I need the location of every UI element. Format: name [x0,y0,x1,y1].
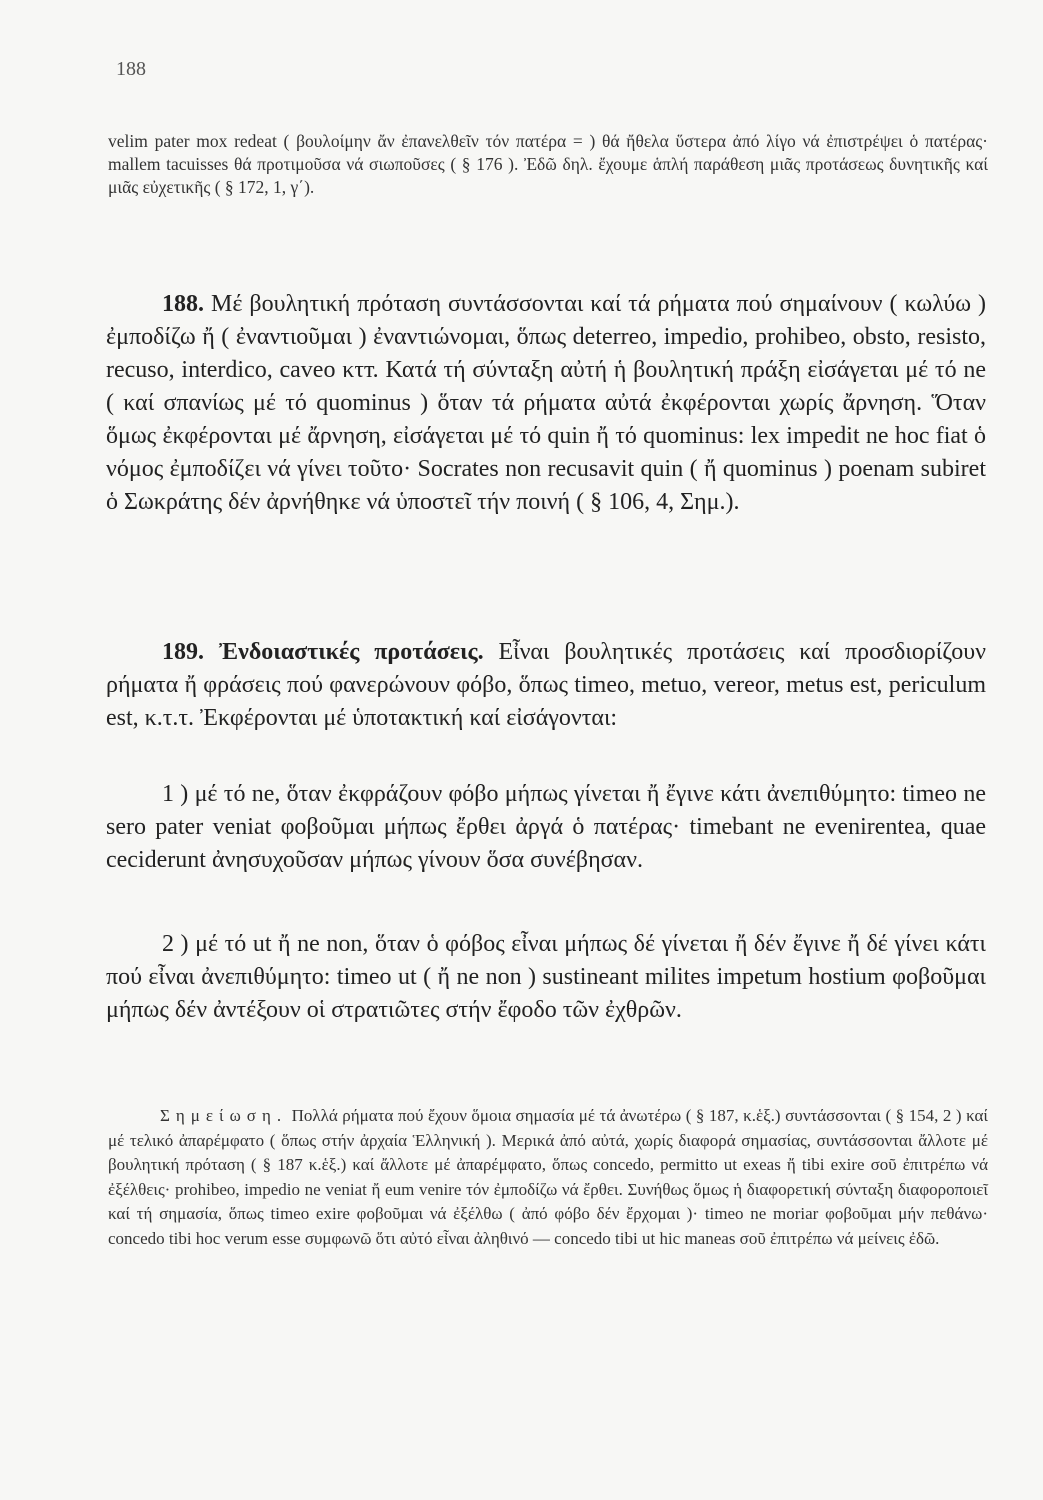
section-text: Μέ βουλητική πρόταση συντάσσονται καί τά ρήματα πού σημαίνουν ( κωλύω ) ἐμποδίζω ἤ ( ἐναντιοῦμαι ) ἐναντιώνομαι, ὅπως deterreo, impedio, prohibeo, obsto, resisto, recuso, interdico, caveo κτт. Κατά τή σύνταξη αὐτή ἡ βουλητική πράξη εἰσάγεται μέ τό ne ( καί σπανίως μέ τό quominus ) ὅταν τά ρήματα αὐτά ἐκφέρονται χωρίς ἄρνηση. Ὅταν ὅμως ἐκφέρονται μέ ἄρνηση, εἰσάγεται μέ τό quin ἤ τό quominus: lex impedit ne hoc fiat ὁ νόμος ἐμποδίζει νά γίνει τοῦτο· Socrates non recusavit quin ( ἤ quominus ) poenam subiret ὁ Σωκράτης δέν ἀρνήθηκε νά ὑποστεῖ τήν ποινή ( § 106, 4, Σημ.). [106,291,987,515]
intro-paragraph: velim pater mox redeat ( βουλοίμην ἄν ἐπανελθεῖν τόν πατέρα = ) θά ἤθελα ὕστερα ἀπό λίγο νά ἐπιστρέψει ὁ πατέρας· mallem tacuisses θά προτιμοῦσα νά σιωποῦσες ( § 176 ). Ἐδῶ δηλ. ἔχουμε ἁπλή παράθεση μιᾶς προτάσεως δυνητικῆς καί μιᾶς εὐχετικῆς ( § 172, 1, γ΄). [108,131,988,197]
section-number: 188. [162,291,204,317]
note-text: Πολλά ρήματα πού ἔχουν ὅμοια σημασία μέ τά ἀνωτέρω ( § 187, κ.ἑξ.) συντάσσονται ( § 154, 2 ) καί μέ τελικό ἀπαρέμφατο ( ὅπως στήν ἀρχαία Ἑλληνική ). Μερικά ἀπό αὐτά, χωρίς διαφορά σημασίας, συντάσσονται ἄλλοτε μέ βουλητική πρόταση ( § 187 κ.ἑξ.) καί ἄλλοτε μέ ἀπαρέμφατο, ὅπως concedo, permitto ut exeas ἤ tibi exire σοῦ ἐπιτρέπω νά ἐξέλθεις· prohibeo, impedio ne veniat ἤ eum venire τόν ἐμποδίζω νά ἔρθει. Συνήθως ὅμως ἡ διαφορετική σύνταξη διαφοροποιεῖ καί τή σημασία, ὅπως timeo exire φοβοῦμαι νά ἐξέλθω ( ἀπό φόβο δέν ἔρχομαι )· timeo ne moriar φοβοῦμαι μήν πεθάνω· concedo tibi hoc verum esse συμφωνῶ ὅτι αὐτό εἶναι ἀληθινό — concedo tibi ut hic maneas σοῦ ἐπιτρέπω νά μείνεις ἐδῶ. [108,1106,988,1248]
section-188 [106,288,986,519]
section-189 [106,636,986,735]
list-item-2: 2 ) μέ τό ut ἤ ne non, ὅταν ὁ φόβος εἶναι μήπως δέ γίνεται ἤ δέν ἔγινε ἤ δέ γίνει κάτι πού εἶναι ἀνεπιθύμητο: timeo ut ( ἤ ne non ) sustineant milites impetum hostium φοβοῦμαι μήπως δέν ἀντέξουν οἱ στρατιῶτες στήν ἔφοδο τῶν ἐχθρῶν. [106,931,986,1023]
section-text: Εἶναι βουλητικές προτάσεις καί προσδιορίζουν ρήματα ἤ φράσεις πού φανερώνουν φόβο, ὅπως timeo, metuo, vereor, metus est, periculum est, κ.τ.τ. Ἐκφέρονται μέ ὑποτακτική καί εἰσάγονται: [106,639,986,731]
page-number: 188 [116,58,146,80]
note-label: Σημείωση. [160,1106,288,1125]
section-number: 189. [162,639,204,665]
section-title: Ἐνδοιαστικές προτάσεις. [218,639,484,665]
list-item-1: 1 ) μέ τό ne, ὅταν ἐκφράζουν φόβο μήπως γίνεται ἤ ἔγινε κάτι ἀνεπιθύμητο: timeo ne sero pater veniat φοβοῦμαι μήπως ἔρθει ἀργά ὁ πατέρας· timebant ne evenirentea, quae ceciderunt ἀνησυχοῦσαν μήπως γίνουν ὅσα συνέβησαν. [106,781,986,873]
note-paragraph [108,1104,988,1251]
